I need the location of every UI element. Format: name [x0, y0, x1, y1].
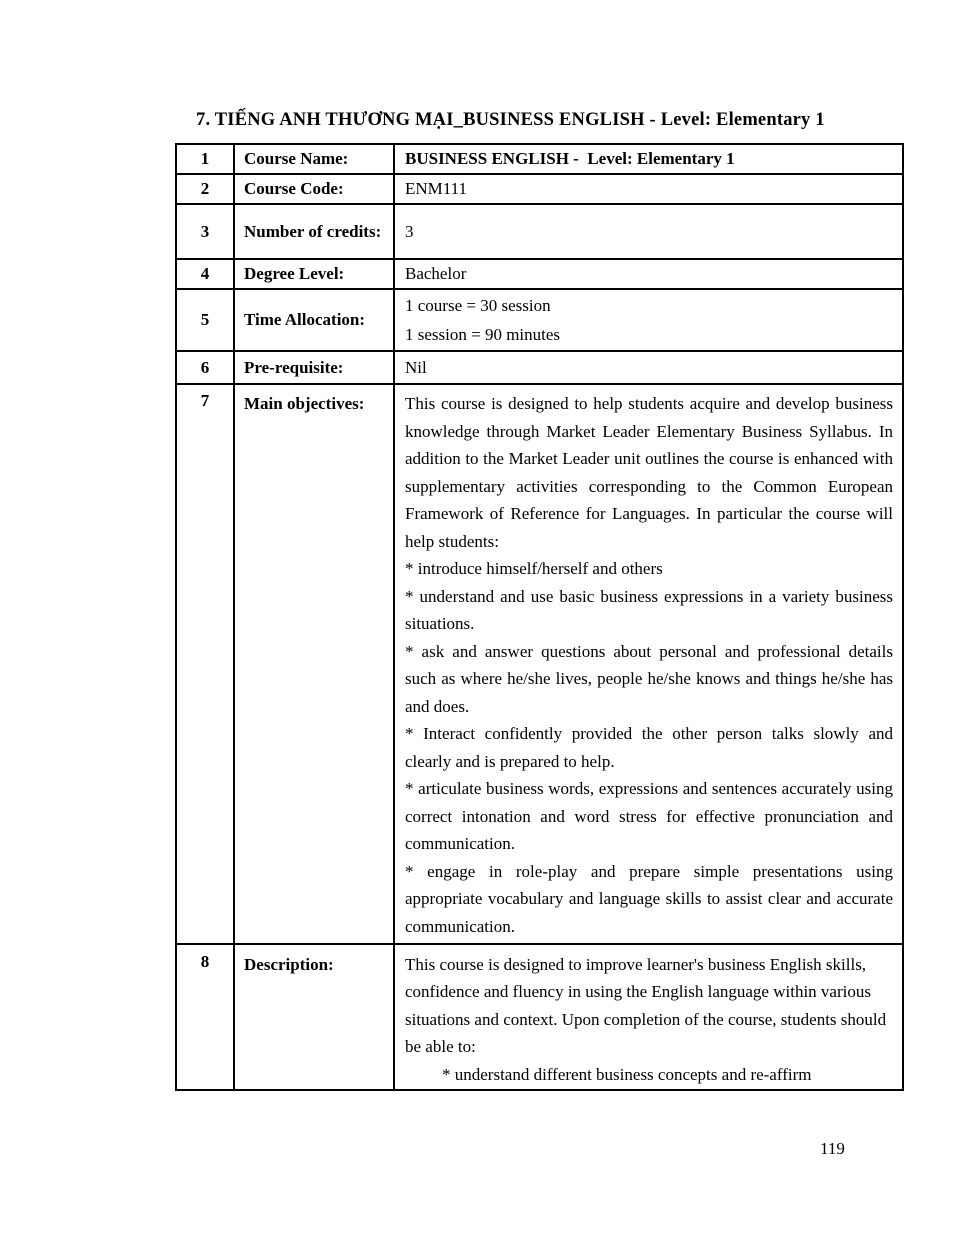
row-number: 5	[176, 289, 234, 351]
row-label: Description:	[234, 944, 394, 1090]
course-table-wrapper	[175, 143, 905, 1112]
table-row-prerequisite	[176, 351, 903, 384]
row-number: 6	[176, 351, 234, 384]
row-number: 8	[176, 944, 234, 1090]
prerequisite-value: Nil	[394, 351, 903, 384]
time-allocation-line: 1 session = 90 minutes	[405, 325, 561, 344]
course-info-table	[175, 143, 904, 1091]
objectives-bullet: * articulate business words, expressions and sentences accurately using correct intonation and word stress for effective pronunciation and communication.	[405, 779, 893, 853]
time-allocation-line: 1 course = 30 session	[405, 296, 551, 315]
table-row-description	[176, 944, 903, 1090]
row-number: 7	[176, 384, 234, 944]
table-row-course-name	[176, 144, 903, 174]
objectives-bullet: * ask and answer questions about personal and professional details such as where he/she lives, people he/she knows and things he/she has and does.	[405, 641, 893, 716]
credits-value: 3	[394, 204, 903, 259]
table-row-time-allocation	[176, 289, 903, 351]
time-allocation-value	[394, 289, 903, 351]
row-number: 1	[176, 144, 234, 174]
objectives-bullet: * introduce himself/herself and others	[405, 559, 663, 578]
row-label: Pre-requisite:	[234, 351, 394, 384]
row-number: 3	[176, 204, 234, 259]
table-row-course-code	[176, 174, 903, 204]
row-label: Course Code:	[234, 174, 394, 204]
row-label: Main objectives:	[234, 384, 394, 944]
description-paragraph: This course is designed to improve learner's business English skills, confidence and fluency in using the English language within various situations and context. Upon completion of the course, students should be able to:	[405, 955, 887, 1057]
row-label: Course Name:	[234, 144, 394, 174]
row-number: 4	[176, 259, 234, 289]
row-label: Number of credits:	[234, 204, 394, 259]
table-row-main-objectives	[176, 384, 903, 944]
page-number: 119	[820, 1139, 845, 1158]
course-code-value: ENM111	[394, 174, 903, 204]
course-name-value: BUSINESS ENGLISH - Level: Elementary 1	[394, 144, 903, 174]
row-label: Degree Level:	[234, 259, 394, 289]
objectives-bullet: * engage in role-play and prepare simple presentations using appropriate vocabulary and language skills to assist clear and accurate communication.	[405, 861, 893, 936]
objectives-paragraph: This course is designed to help students acquire and develop business knowledge through Market Leader Elementary Business Syllabus. In addition to the Market Leader unit outlines the course is enhanced with supplementary activities corresponding to the Common European Framework of Reference for Languages. In particular the course will help students:	[405, 394, 893, 551]
description-bullet: * understand different business concepts and re-affirm	[442, 1064, 812, 1084]
objectives-bullet: * Interact confidently provided the other person talks slowly and clearly and is prepared to help.	[405, 724, 893, 771]
main-objectives-value	[394, 384, 903, 944]
table-row-degree-level	[176, 259, 903, 289]
description-value	[394, 944, 903, 1090]
row-number: 2	[176, 174, 234, 204]
degree-level-value: Bachelor	[394, 259, 903, 289]
table-row-credits	[176, 204, 903, 259]
section-title: 7. TIẾNG ANH THƯƠNG MẠI_BUSINESS ENGLISH - Level: Elementary 1	[196, 110, 825, 130]
objectives-bullet: * understand and use basic business expressions in a variety business situations.	[405, 586, 893, 633]
row-label: Time Allocation:	[234, 289, 394, 351]
